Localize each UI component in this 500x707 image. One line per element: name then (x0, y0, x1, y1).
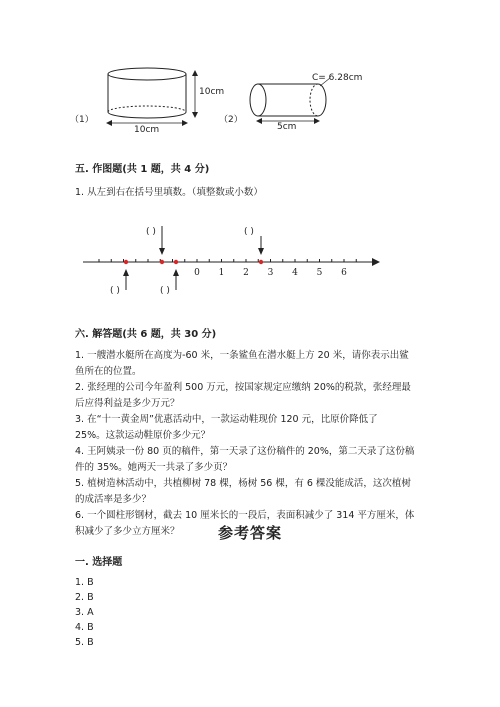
answer-item: 1. B (75, 577, 94, 588)
question-line: 4. 王阿姨录一份 80 页的稿件，第一天录了这份稿件的 20%，第二天录了这份稿 (75, 446, 415, 457)
answers-title: 参考答案 (218, 524, 283, 542)
tick-label: 3 (267, 268, 274, 278)
fig2-circumference-label: C= 6.28cm (312, 73, 363, 83)
section-5-question-1: 1. 从左到右在括号里填数。（填整数或小数） (75, 187, 263, 198)
question-line: 后应得利益是多少万元？ (75, 398, 180, 409)
number-line-svg (75, 222, 385, 300)
fig2-length-label: 5cm (277, 122, 297, 132)
tick-label: 0 (194, 268, 200, 278)
point-b (160, 260, 164, 264)
section-6-questions (75, 348, 414, 540)
tick-label: 2 (243, 268, 249, 278)
answers-section-1: 一. 选择题 (75, 557, 123, 568)
arrow-down-left (123, 269, 129, 290)
question-line: 件的 35%。她两天一共录了多少页？ (75, 462, 233, 473)
section-5-header: 五. 作图题(共 1 题，共 4 分) (75, 164, 210, 175)
fig1-label: （1） (70, 115, 94, 125)
tick-label: 1 (218, 268, 225, 278)
point-a (124, 260, 128, 264)
horizontal-cylinder-diagram (240, 60, 363, 140)
fig1-height-label: 10cm (199, 87, 225, 97)
fig2-label: （2） (219, 115, 243, 125)
answer-item: 4. B (75, 622, 94, 633)
question-line: 鱼所在的位置。 (75, 366, 142, 377)
arrow-down-right (173, 269, 179, 290)
section-6-header: 六. 解答题(共 6 题，共 30 分) (75, 329, 217, 340)
question-line: 的成活率是多少？ (75, 494, 152, 505)
answer-item: 5. B (75, 637, 94, 648)
answer-item: 2. B (75, 592, 94, 603)
point-c (174, 260, 178, 264)
tick-label: 6 (341, 268, 347, 278)
question-line: 5. 植树造林活动中，共植柳树 78 棵，杨树 56 棵，有 6 棵没能成活，这次植树 (75, 478, 411, 489)
blank-top-right: ( ) (244, 227, 254, 237)
tick-label: 4 (292, 268, 298, 278)
arrow-up-right (258, 236, 264, 255)
arrow-up-left (159, 226, 165, 255)
point-d (259, 260, 263, 264)
question-line: 2. 张经理的公司今年盈利 500 万元，按国家规定应缴纳 20%的税款，张经理最 (75, 382, 411, 393)
tick-label: 5 (316, 268, 323, 278)
question-line: 积减少了多少立方厘米？ (75, 526, 180, 537)
question-line: 3. 在“十一黄金周”优惠活动中，一款运动鞋现价 120 元，比原价降低了 (75, 414, 378, 425)
fig1-width-label: 10cm (134, 125, 160, 135)
question-line: 1. 一艘潜水艇所在高度为-60 米，一条鲨鱼在潜水艇上方 20 米，请你表示出鲨 (75, 350, 409, 361)
blank-top-left: ( ) (146, 227, 156, 237)
number-line (75, 222, 385, 300)
question-line: 25%。这款运动鞋原价多少元？ (75, 430, 211, 441)
answer-item: 3. A (75, 607, 94, 618)
question-line: 6. 一个圆柱形钢材，截去 10 厘米长的一段后，表面积减少了 314 平方厘米，体 (75, 510, 415, 521)
figure-2 (240, 60, 363, 140)
blank-bottom-right: ( ) (160, 286, 170, 296)
blank-bottom-left: ( ) (110, 286, 120, 296)
answers-list (75, 575, 94, 650)
